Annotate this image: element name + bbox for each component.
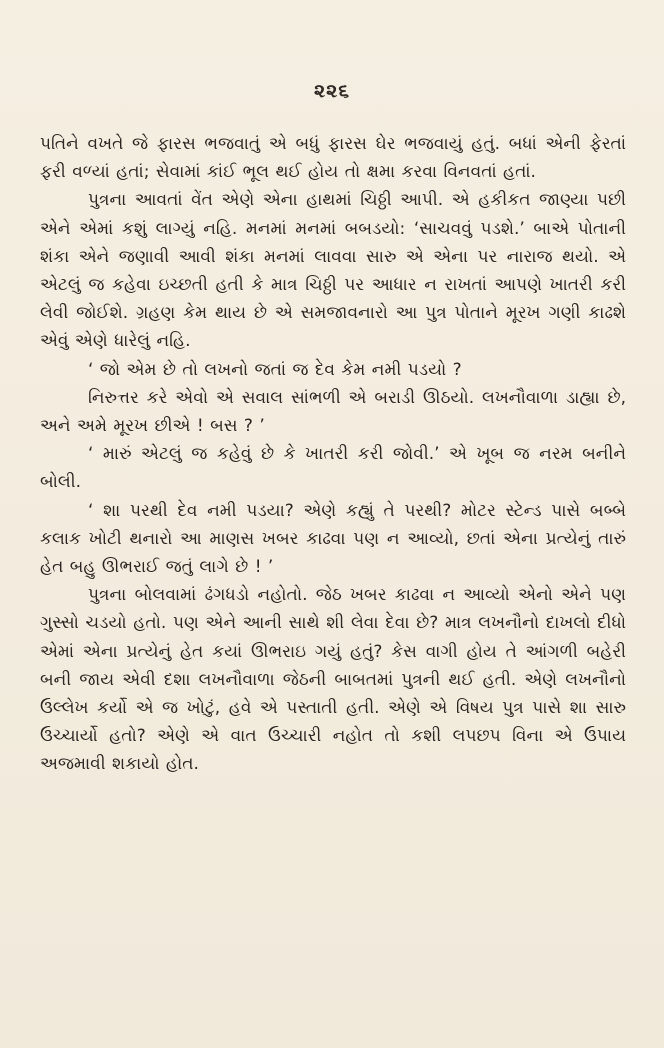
paragraph: પુત્રના આવતાં વેંત એણે એના હાથમાં ચિઠ્ઠી આપી. એ હકીકત જાણ્યા પછી એને એમાં કશું લાગ્યું નહિ. મનમાં મનમાં બબડયો: ‘સાચવવું પડશે.’ બાએ પોતાની શંકા એને જણાવી આવી શંકા મનમાં લાવવા સારુ એ એના પર નારાજ થયો. એ એટલું જ કહેવા ઇચ્છતી હતી કે માત્ર ચિઠ્ઠી પર આધાર ન રાખતાં આપણે ખાતરી કરી લેવી જોઈશે. ગ્રહણ કેમ થાય છે એ સમજાવનારો આ પુત્ર પોતાને મૂરખ ગણી કાઢશે એવું એણે ધારેલું નહિ. [40,190,626,352]
body-text [40,130,626,779]
paragraph: ‘ મારું એટલું જ કહેવું છે કે ખાતરી કરી જોવી.’ એ ખૂબ જ નરમ બનીને બોલી. [40,444,626,493]
paragraph: નિરુત્તર કરે એવો એ સવાલ સાંભળી એ બરાડી ઊઠયો. લખનૌવાળા ડાહ્યા છે, અને અમે મૂરખ છીએ ! બસ ? ’ [40,387,626,437]
page-number: ૨૨૬ [314,80,350,102]
paragraph: ‘ શા પરથી દેવ નમી પડયા? એણે કહ્યું તે પરથી? મોટર સ્ટેન્ડ પાસે બબ્બે કલાક ખોટી થનારો આ માણસ ખબર કાઢવા પણ ન આવ્યો, છતાં એના પ્રત્યેનું તારું હેત બહુ ઊભરાઈ જતું લાગે છે ! ’ [40,500,626,578]
paragraph: પતિને વખતે જે ફારસ ભજવાતું એ બધું ફારસ ઘેર ભજવાયું હતું. બધાં એની ફેરતાં ફરી વળ્યાં હતાં; સેવામાં કાંઈ ભૂલ થઈ હોય તો ક્ષમા કરવા વિનવતાં હતાં. [40,134,626,183]
paragraph: ‘ જો એમ છે તો લખનો જતાં જ દેવ કેમ નમી પડયો ? [88,359,462,380]
paragraph: પુત્રના બોલવામાં ઢંગધડો નહોતો. જેઠ ખબર કાઢવા ન આવ્યો એનો એને પણ ગુસ્સો ચડયો હતો. પણ એને આની સાથે શી લેવા દેવા છે? માત્ર લખનૌનો દાખલો દીધો એમાં એના પ્રત્યેનું હેત કયાં ઊભરાઇ ગયું હતું? કેસ વાગી હોય તે આંગળી બહેરી બની જાય એવી દશા લખનૌવાળા જેઠની બાબતમાં પુત્રની થઈ હતી. એણે લખનૌનો ઉલ્લેખ કર્યો એ જ ખોટું, હવે એ પસ્તાતી હતી. એણે એ વિષય પુત્ર પાસે શા સારુ ઉચ્ચાર્યો હતો? એણે એ વાત ઉચ્ચારી નહોત તો કશી લપછપ વિના એ ઉપાય અજમાવી શકાયો હોત. [40,585,626,775]
